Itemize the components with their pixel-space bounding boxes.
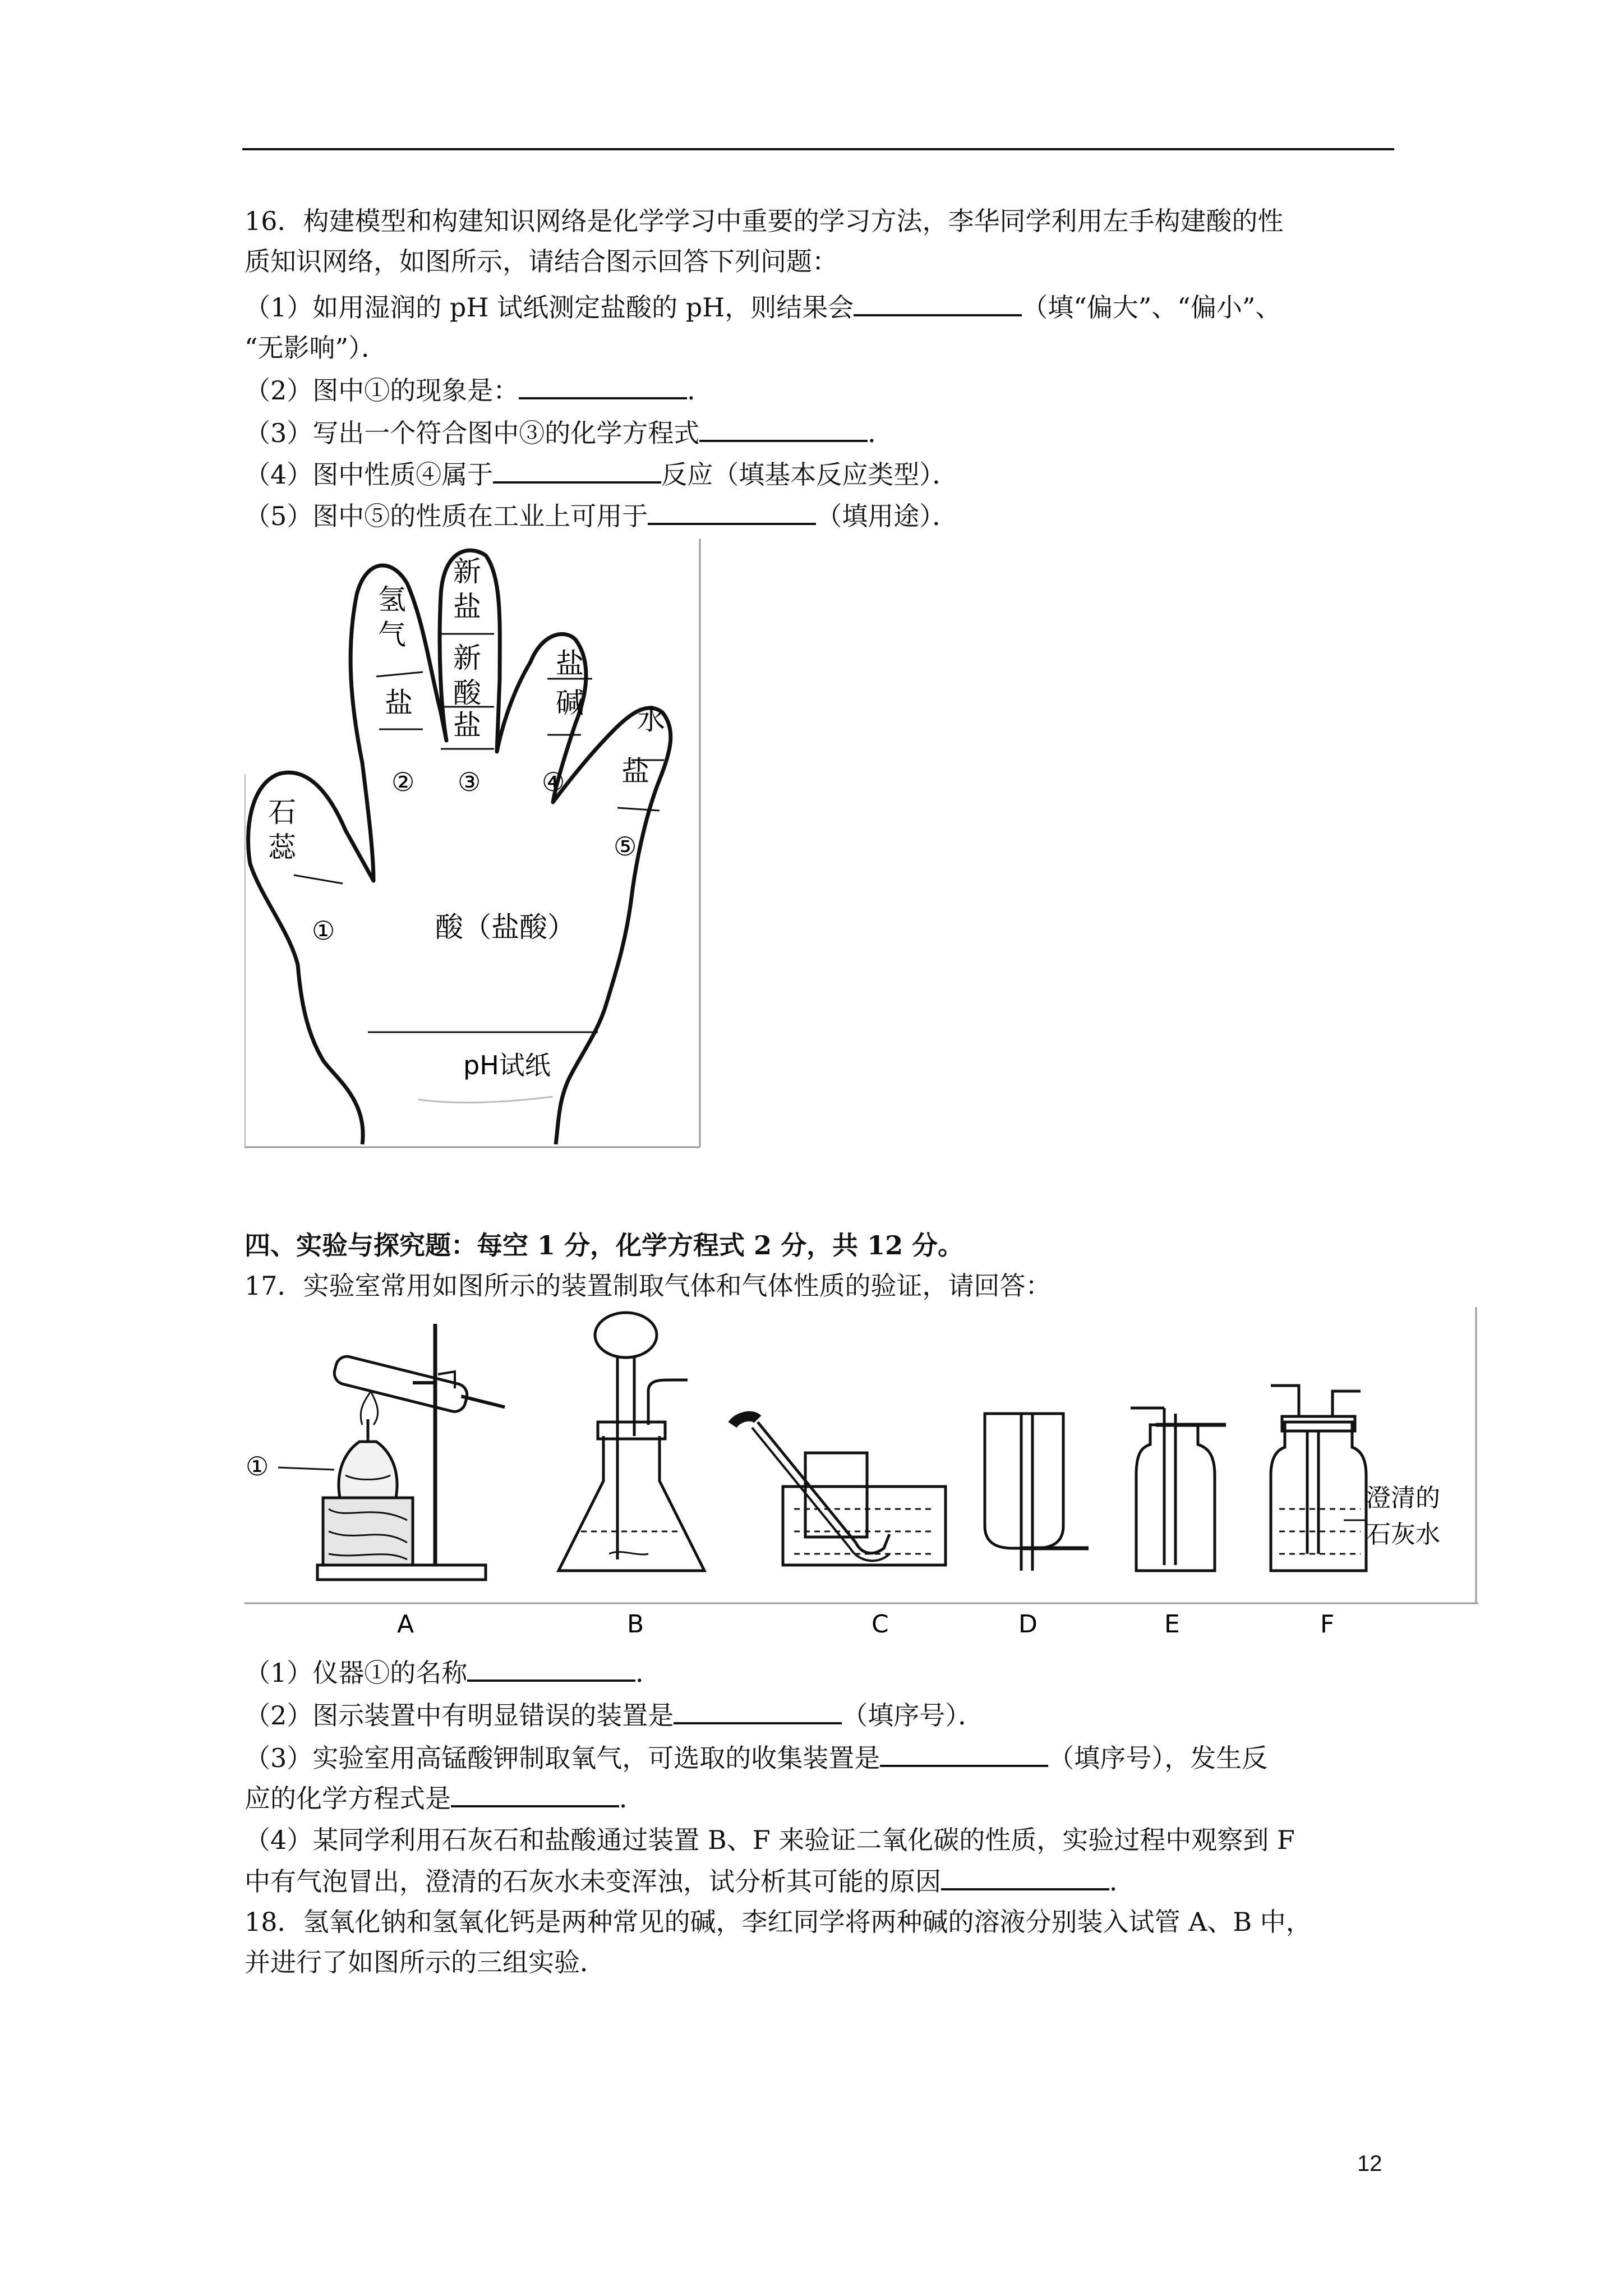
q16-part5-suffix: （填用途）． <box>816 501 958 531</box>
q16-part2-suffix: ． <box>687 375 713 406</box>
q17-part2-suffix: （填序号）． <box>842 1700 984 1731</box>
q16-answer-blank-2[interactable] <box>519 372 687 399</box>
hand-little-bottom: 盐 <box>621 755 649 788</box>
hand-marker-1: ① <box>312 915 335 946</box>
apparatus-marker-1: ① <box>246 1451 269 1481</box>
hand-index-bottom: 盐 <box>385 687 413 719</box>
apparatus-f <box>1271 1386 1366 1571</box>
apparatus-label-f: F <box>1320 1610 1335 1638</box>
q17-answer-blank-3[interactable] <box>880 1740 1048 1767</box>
apparatus-label-b: B <box>627 1610 644 1638</box>
hand-marker-2: ② <box>391 767 415 797</box>
page-number: 12 <box>1357 2151 1382 2176</box>
q16-part3-text: （3）写出一个符合图中③的化学方程式 <box>245 418 700 448</box>
apparatus-label-d: D <box>1018 1610 1038 1638</box>
q17-answer-blank-1[interactable] <box>467 1655 635 1682</box>
q17-part1-suffix: ． <box>635 1658 662 1688</box>
apparatus-a <box>317 1324 508 1580</box>
apparatus-b <box>559 1313 704 1571</box>
q17-part3-cont-text: 应的化学方程式是 <box>245 1783 451 1814</box>
q16-part1 <box>245 289 1281 324</box>
q16-answer-blank-4[interactable] <box>493 457 661 484</box>
q17-part1-text: （1）仪器①的名称 <box>245 1658 468 1688</box>
hand-middle-mid: 新酸 <box>453 642 481 710</box>
q16-part5 <box>245 498 958 533</box>
hand-marker-3: ③ <box>458 767 481 797</box>
q17-part4-cont-text: 中有气泡冒出，澄清的石灰水未变浑浊，试分析其可能的原因 <box>245 1866 941 1897</box>
q17-part3-suffix: （填序号），发生反 <box>1048 1743 1268 1773</box>
q16-part5-text: （5）图中⑤的性质在工业上可用于 <box>245 501 648 531</box>
apparatus-e <box>1131 1408 1226 1571</box>
apparatus-d <box>985 1414 1089 1571</box>
q17-part3-cont <box>245 1780 645 1815</box>
q16-answer-blank-3[interactable] <box>699 415 868 442</box>
header-rule <box>242 148 1394 150</box>
section4-title: 四、实验与探究题：每空 1 分，化学方程式 2 分，共 12 分。 <box>245 1230 964 1260</box>
q17-part3 <box>245 1740 1267 1775</box>
hand-marker-5: ⑤ <box>614 831 637 862</box>
hand-palm-label: 酸（盐酸） <box>435 911 575 944</box>
q16-stem-line1: 16．构建模型和构建知识网络是化学学习中重要的学习方法，李华同学利用左手构建酸的性 <box>245 206 1284 236</box>
hand-little-top: 水 <box>637 703 665 736</box>
apparatus-label-e: E <box>1164 1610 1180 1638</box>
q17-part2 <box>245 1697 984 1732</box>
q17-answer-blank-4[interactable] <box>451 1780 619 1807</box>
q16-part1-cont: “无影响”）． <box>245 333 388 363</box>
q17-answer-blank-5[interactable] <box>941 1864 1109 1890</box>
q18-stem-line2: 并进行了如图所示的三组实验． <box>245 1947 606 1977</box>
hand-diagram <box>245 539 704 1150</box>
q16-part3 <box>245 415 893 450</box>
q16-answer-blank-1[interactable] <box>854 289 1022 316</box>
q16-part4-text: （4）图中性质④属于 <box>245 459 494 490</box>
q17-part1 <box>245 1655 661 1690</box>
q16-part4 <box>245 457 958 491</box>
q17-part2-text: （2）图示装置中有明显错误的装置是 <box>245 1700 674 1731</box>
hand-wrist-label: pH试纸 <box>463 1050 551 1080</box>
q16-answer-blank-5[interactable] <box>648 498 816 525</box>
hand-ring-bottom: 碱 <box>556 687 584 719</box>
hand-index-top: 氢气 <box>378 583 406 651</box>
q17-stem: 17．实验室常用如图所示的装置制取气体和气体性质的验证，请回答： <box>245 1271 1052 1301</box>
q17-part4-cont-suffix: ． <box>1109 1866 1135 1897</box>
q16-part2 <box>245 372 713 407</box>
q16-part1-text: （1）如用湿润的 pH 试纸测定盐酸的 pH，则结果会 <box>245 292 854 323</box>
q17-part3-cont-suffix: ． <box>619 1783 645 1814</box>
hand-middle-bottom: 盐 <box>453 709 481 742</box>
q17-part4-cont <box>245 1864 1135 1898</box>
q18-stem-line1: 18．氢氧化钠和氢氧化钙是两种常见的碱，李红同学将两种碱的溶液分别装入试管 A、B 中， <box>245 1907 1312 1937</box>
apparatus-label-a: A <box>397 1610 414 1638</box>
q16-part3-suffix: ． <box>868 418 894 448</box>
apparatus-f-label-line2: 石灰水 <box>1366 1520 1440 1549</box>
apparatus-f-label-line1: 澄清的 <box>1366 1484 1440 1512</box>
q16-part2-text: （2）图中①的现象是： <box>245 375 519 406</box>
hand-marker-4: ④ <box>542 767 565 797</box>
apparatus-figure <box>245 1307 1478 1638</box>
hand-outline <box>248 550 671 1144</box>
q16-part1-suffix: （填“偏大”、“偏小”、 <box>1022 292 1281 323</box>
hand-thumb-text: 石蕊 <box>268 796 296 864</box>
apparatus-c <box>732 1416 946 1565</box>
q17-part4: （4）某同学利用石灰石和盐酸通过装置 B、F 来验证二氧化碳的性质，实验过程中观察到 F <box>245 1825 1295 1855</box>
hand-ring-top: 盐 <box>556 647 584 680</box>
q17-answer-blank-2[interactable] <box>674 1697 842 1724</box>
q16-part4-suffix: 反应（填基本反应类型）． <box>661 459 958 490</box>
apparatus-label-c: C <box>872 1610 889 1638</box>
hand-middle-top: 新盐 <box>453 555 481 623</box>
q17-part3-text: （3）实验室用高锰酸钾制取氧气，可选取的收集装置是 <box>245 1743 880 1773</box>
q16-stem-line2: 质知识网络，如图所示，请结合图示回答下列问题： <box>245 246 838 277</box>
